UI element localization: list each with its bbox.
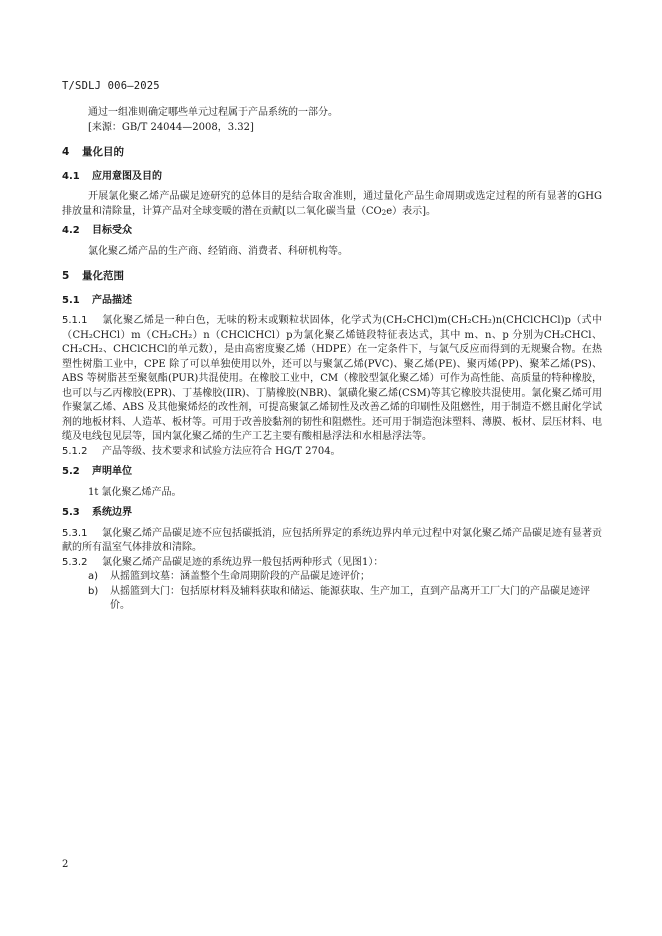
page-content: [62, 106, 602, 614]
clause-5-1-2: 5.1.2 产品等级、技术要求和试验方法应符合 HG/T 2704。: [62, 445, 341, 457]
clause-5-3-2: 5.3.2 氯化聚乙烯产品碳足迹的系统边界一般包括两种形式（见图1）：: [62, 556, 384, 568]
section-title: 系统边界: [92, 507, 132, 518]
clause-5-1-1: 5.1.1 氯化聚乙烯是一种白色，无味的粉末或颗粒状固体，化学式为(CH₂CHCl)m(CH₂CH₂)n(CHClCHCl)p（式中（CH₂CHCl）m（CH₂CH₂）n（CHClCHCl）p为氯化聚乙烯链段特征表达式，其中 m、n、p 分别为CH₂CHCl、CH₂CH₂、CHClCHCl的单元数），是由高密度聚乙烯（HDPE）在一定条件下，与氯气反应而得到的无规聚合物。在热塑性树脂工业中，CPE 除了可以单独使用以外，还可以与聚氯乙烯(PVC)、聚乙烯(PE)、聚丙烯(PP)、聚苯乙烯(PS)、ABS 等树脂甚至聚氨酯(PUR)共混使用。在橡胶工业中，CM（橡胶型氯化聚乙烯）可作为高性能、高质量的特种橡胶，也可以与乙丙橡胶(EPR)、丁基橡胶(IIR)、丁腈橡胶(NBR)、氯磺化聚乙烯(CSM)等其它橡胶共混使用。氯化聚乙烯可用作聚氯乙烯、ABS 及其他聚烯烃的改性剂，可提高聚氯乙烯韧性及改善乙烯的印刷性及阻燃性，用于制造不燃且耐化学试剂的地板材料、人造革、板材等。可用于改善胶黏剂的韧性和阻燃性。还可用于制造泡沫塑料、薄膜、板材、层压材料、电缆及电线包见层等，国内氯化聚乙烯的生产工艺主要有酸相悬浮法和水相悬浮法等。: [62, 315, 602, 442]
section-4-2-paragraph: 氯化聚乙烯产品的生产商、经销商、消费者、科研机构等。: [88, 245, 348, 257]
section-5-2-paragraph: 1t 氯化聚乙烯产品。: [88, 486, 182, 498]
section-5-2-heading: [62, 465, 602, 480]
list-item: b) 从摇篮到大门：包括原材料及辅料获取和储运、能源获取、生产加工，直到产品离开工厂大门的产品碳足迹评价。: [88, 585, 590, 611]
section-number: 4.2: [62, 225, 80, 236]
clause-5-3-1: 5.3.1 氯化聚乙烯产品碳足迹不应包括碳抵消，应包括所界定的系统边界内单元过程中对氯化聚乙烯产品碳足迹有显著贡献的所有温室气体排放和清除。: [62, 527, 602, 553]
document-code: T/SDLJ 006—2025: [62, 80, 160, 92]
definition-source: [来源：GB/T 24044—2008，3.32]: [88, 121, 254, 133]
definition-text: 通过一组准则确定哪些单元过程属于产品系统的一部分。: [88, 107, 338, 118]
section-number: 5.3: [62, 507, 80, 518]
section-title: 声明单位: [92, 466, 132, 477]
section-number: 5: [62, 270, 70, 282]
section-title: 量化目的: [82, 146, 124, 158]
list-item: a) 从摇篮到坟墓：涵盖整个生命周期阶段的产品碳足迹评价；: [88, 571, 370, 582]
section-4-2-heading: [62, 224, 602, 239]
section-4-1-paragraph: 开展氯化聚乙烯产品碳足迹研究的总体目的是结合取舍准则，通过量化产品生命周期或选定过程的所有显著的GHG排放量和清除量，计算产品对全球变暖的潜在贡献[以二氧化碳当量（CO2e）表示]。: [62, 191, 602, 217]
section-5-3-heading: [62, 506, 602, 521]
section-number: 4: [62, 146, 70, 158]
section-number: 4.1: [62, 170, 80, 182]
section-number: 5.2: [62, 466, 80, 477]
section-title: 量化范围: [82, 270, 124, 282]
section-title: 目标受众: [92, 225, 132, 236]
section-title: 产品描述: [92, 294, 132, 306]
section-number: 5.1: [62, 294, 80, 306]
section-title: 应用意图及目的: [92, 170, 162, 182]
page-number: 2: [62, 859, 69, 870]
section-4-1-heading: [62, 170, 602, 185]
section-5-heading: [62, 269, 602, 284]
section-5-1-heading: [62, 294, 602, 309]
section-4-heading: [62, 145, 602, 160]
